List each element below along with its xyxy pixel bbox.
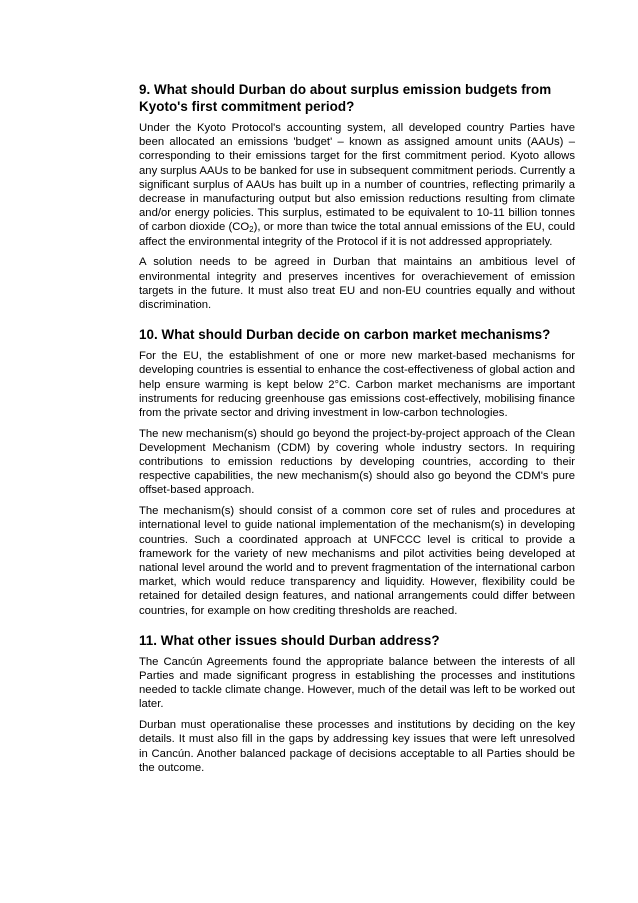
section-11 — [139, 632, 575, 775]
section-heading: 10. What should Durban decide on carbon market mechanisms? — [139, 327, 551, 343]
section-heading: 9. What should Durban do about surplus emission budgets from Kyoto's first commitment period? — [139, 82, 552, 114]
paragraph: The Cancún Agreements found the appropriate balance between the interests of all Parties and made significant progress in establishing the processes and institutions needed to tackle climate change. However, much of the detail was left to be worked out later. — [139, 655, 575, 711]
paragraph: The new mechanism(s) should go beyond the project-by-project approach of the Clean Development Mechanism (CDM) by covering whole industry sectors. In requiring contributions to emission reductions by developing countries, according to their respective capabilities, the new mechanism(s) should also go beyond the CDM's pure offset-based approach. — [139, 427, 575, 497]
subscript: 2 — [249, 225, 254, 235]
paragraph: For the EU, the establishment of one or more new market-based mechanisms for developing countries is essential to enhance the cost-effectiveness of global action and help ensure warming is kept below 2°C. Carbon market mechanisms are important instruments for reducing greenhouse gas emissions cost-effectively, mobilising finance from the private sector and driving investment in low-carbon technologies. — [139, 350, 575, 419]
paragraph: A solution needs to be agreed in Durban that maintains an ambitious level of environmental integrity and preserves incentives for overachievement of emission targets in the future. It must also treat EU and non-EU countries equally and without discrimination. — [139, 256, 575, 311]
section-10 — [139, 326, 575, 618]
paragraph: The mechanism(s) should consist of a common core set of rules and procedures at international level to guide national implementation of the mechanism(s) in developing countries. Such a coordinated approach at UNFCCC level is critical to provide a framework for the variety of new mechanisms and pilot activities being developed at national level around the world and to prevent fragmentation of the international carbon market, which would reduce transparency and liquidity. However, flexibility could be retained for detailed design features, and national arrangements could differ between countries, for example on how crediting thresholds are reached. — [139, 505, 575, 617]
paragraph-text: Under the Kyoto Protocol's accounting system, all developed country Parties have been allocated an emissions 'budget' – known as assigned amount units (AAUs) – corresponding to their emissions target for the first commitment period. Kyoto allows any surplus AAUs to be banked for use in subsequent commitment periods. Currently a significant surplus of AAUs has built up in a number of countries, reflecting primarily a decrease in manufacturing output but also emission reductions resulting from climate and/or energy policies. This surplus, estimated to be equivalent to 10-11 billion tonnes of carbon dioxide (CO — [139, 122, 575, 234]
document-body — [139, 81, 575, 781]
paragraph — [139, 121, 575, 249]
paragraph: Durban must operationalise these processes and institutions by deciding on the key details. It must also fill in the gaps by addressing key issues that were left unresolved in Cancún. Another balanced package of decisions acceptable to all Parties should be the outcome. — [139, 719, 575, 774]
section-9 — [139, 81, 575, 312]
paragraph-text: ), or more than twice the total annual emissions of the EU, could affect the environmental integrity of the Protocol if it is not addressed appropriately. — [139, 221, 575, 248]
section-heading: 11. What other issues should Durban address? — [139, 632, 440, 648]
